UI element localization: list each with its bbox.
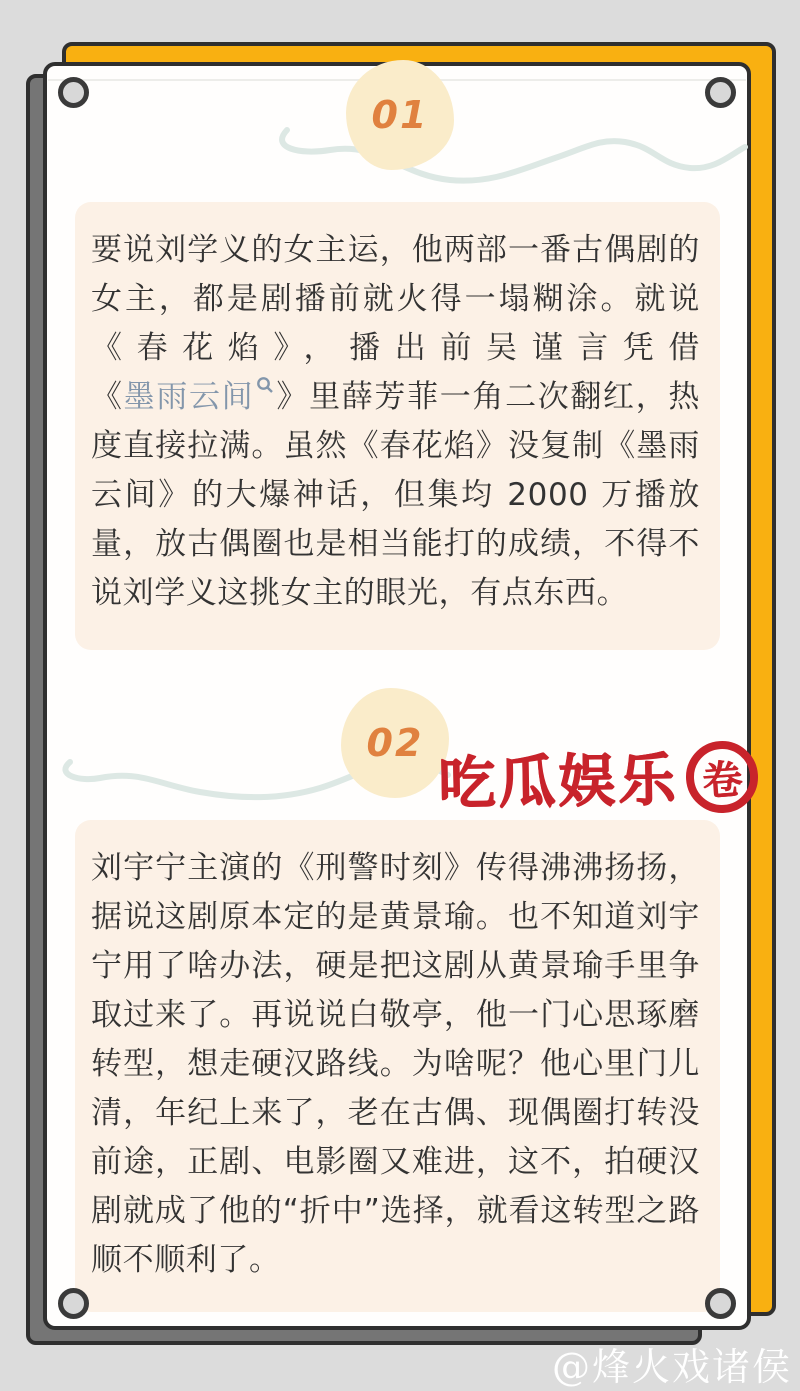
- section-02-number: 02: [366, 721, 424, 765]
- corner-ring-bottom-left-icon: [58, 1288, 89, 1319]
- drama-search-link[interactable]: [124, 379, 276, 415]
- logo-circle-seal: [684, 739, 761, 816]
- paragraph-2: 刘宇宁主演的《刑警时刻》传得沸沸扬扬，据说这剧原本定的是黄景瑜。也不知道刘宇宁用了啥办法，硬是把这剧从黄景瑜手里争取过来了。再说说白敬亭，他一门心思琢磨转型，想走硬汉路线。为啥呢？他心里门儿清，年纪上来了，老在古偶、现偶圈打转没前途，正剧、电影圈又难进，这不，拍硬汉剧就成了他的“折中”选择，就看这转型之路顺不顺利了。: [91, 850, 700, 1278]
- paragraph-box-1: [75, 202, 720, 650]
- section-01-badge: [346, 60, 454, 170]
- paragraph-1-pre: 要说刘学义的女主运，他两部一番古偶剧的女主，都是剧播前就火得一塌糊涂。就说《春花焰》，播出前吴谨言凭借《: [91, 232, 700, 415]
- paragraph-1-post: 》里薛芳菲一角二次翻红，热度直接拉满。虽然《春花焰》没复制《墨雨云间》的大爆神话，但集均 2000 万播放量，放古偶圈也是相当能打的成绩，不得不说刘学义这挑女主的眼光，有点东西。: [91, 379, 700, 611]
- section-01-number: 01: [371, 93, 429, 137]
- paragraph-1: [75, 202, 720, 618]
- corner-ring-bottom-right-icon: [705, 1288, 736, 1319]
- corner-ring-top-left-icon: [58, 77, 89, 108]
- gossip-entertainment-logo: [438, 736, 758, 818]
- corner-ring-top-right-icon: [705, 77, 736, 108]
- paragraph-box-2: [75, 820, 720, 1312]
- author-watermark: @烽火戏诸侯: [551, 1345, 792, 1389]
- search-icon: [255, 375, 275, 395]
- drama-link-text: 墨雨云间: [123, 379, 255, 415]
- logo-text: 吃瓜娱乐: [437, 746, 679, 818]
- logo-circle-char: 卷: [700, 756, 744, 805]
